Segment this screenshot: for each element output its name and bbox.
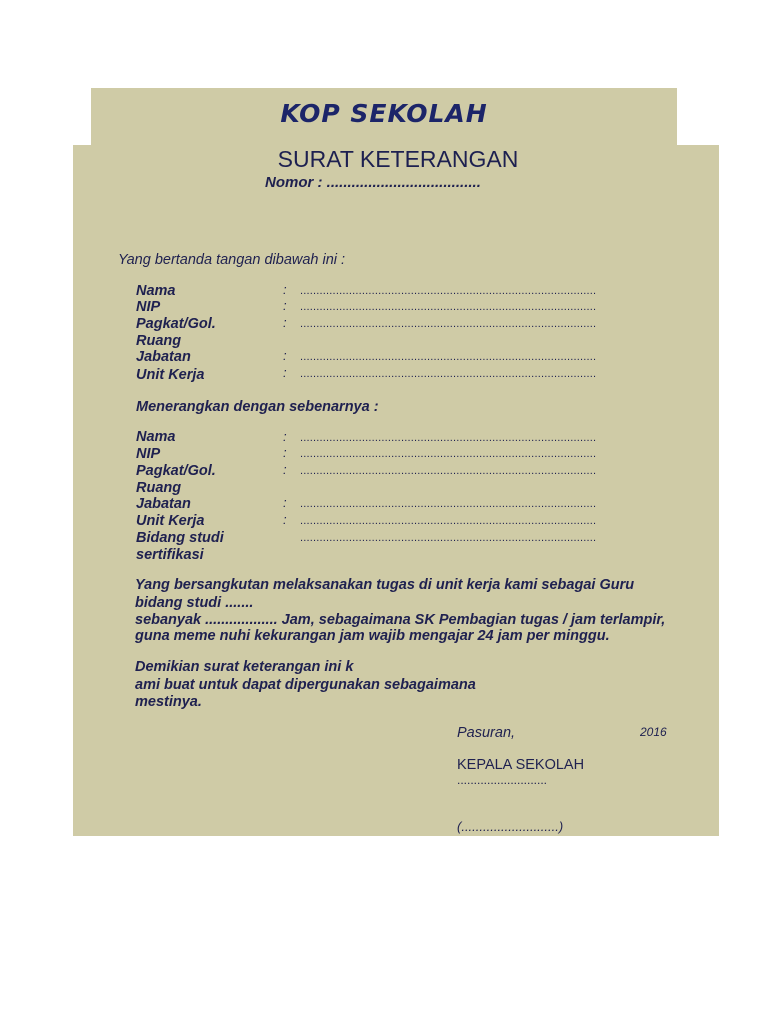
s1-label-pangkat: Pagkat/Gol.: [136, 316, 216, 332]
paragraph1-line3: sebanyak .................. Jam, sebagaimana SK Pembagian tugas / jam terlampir,: [135, 612, 666, 628]
s1-fill-line: ...........................................................................................: [300, 351, 597, 363]
s1-label-ruang: Ruang: [136, 333, 182, 349]
s2-label-nip: NIP: [136, 446, 161, 462]
s2-label-ruang: Ruang: [136, 480, 182, 496]
document-number: Nomor : .....................................: [265, 174, 481, 191]
s1-fill-line: ...........................................................................................: [300, 301, 597, 313]
s1-fill-line: ...........................................................................................: [300, 285, 597, 297]
s2-fill-line: ...........................................................................................: [300, 532, 597, 544]
menerangkan-text: Menerangkan dengan sebenarnya :: [136, 399, 379, 415]
intro-text: Yang bertanda tangan dibawah ini :: [118, 252, 346, 268]
s2-label-unit-kerja: Unit Kerja: [136, 513, 205, 529]
s2-fill-line: ...........................................................................................: [300, 515, 597, 527]
s1-fill-line: ...........................................................................................: [300, 318, 597, 330]
s1-colon: :: [283, 298, 287, 313]
s1-colon: :: [283, 365, 287, 380]
s2-label-nama: Nama: [136, 429, 176, 445]
signature-role-dots: ...........................: [457, 773, 548, 787]
s2-colon: :: [283, 445, 287, 460]
s2-colon: :: [283, 512, 287, 527]
paragraph1-line2: bidang studi .......: [135, 595, 254, 611]
s1-colon: :: [283, 315, 287, 330]
s1-label-unit-kerja: Unit Kerja: [136, 367, 205, 383]
s1-colon: :: [283, 348, 287, 363]
document-title: SURAT KETERANGAN: [277, 146, 519, 172]
s1-label-jabatan: Jabatan: [136, 349, 191, 365]
s2-label-bidang-studi: Bidang studi: [136, 530, 224, 546]
s2-fill-line: ...........................................................................................: [300, 448, 597, 460]
s2-colon: :: [283, 429, 287, 444]
paragraph2-line1: Demikian surat keterangan ini k: [135, 659, 354, 675]
s1-label-nama: Nama: [136, 283, 176, 299]
paragraph1-line4: guna meme nuhi kekurangan jam wajib mengajar 24 jam per minggu.: [135, 628, 610, 644]
kop-sekolah-heading: KOP SEKOLAH: [280, 99, 488, 128]
s2-fill-line: ...........................................................................................: [300, 498, 597, 510]
s2-label-pangkat: Pagkat/Gol.: [136, 463, 216, 479]
s2-colon: :: [283, 495, 287, 510]
s2-label-sertifikasi: sertifikasi: [136, 547, 204, 563]
s2-colon: :: [283, 462, 287, 477]
s1-label-nip: NIP: [136, 299, 161, 315]
paragraph1-line1: Yang bersangkutan melaksanakan tugas di unit kerja kami sebagai Guru: [135, 577, 635, 593]
s1-fill-line: ...........................................................................................: [300, 368, 597, 380]
signature-year: 2016: [640, 725, 667, 739]
signature-role: KEPALA SEKOLAH: [457, 757, 585, 773]
signature-place: Pasuran,: [457, 725, 516, 741]
signature-name: (...........................): [457, 819, 564, 834]
s2-label-jabatan: Jabatan: [136, 496, 191, 512]
paragraph2-line2: ami buat untuk dapat dipergunakan sebagaimana: [135, 677, 476, 693]
s2-fill-line: ...........................................................................................: [300, 432, 597, 444]
s2-fill-line: ...........................................................................................: [300, 465, 597, 477]
paragraph2-line3: mestinya.: [135, 694, 202, 710]
s1-colon: :: [283, 282, 287, 297]
